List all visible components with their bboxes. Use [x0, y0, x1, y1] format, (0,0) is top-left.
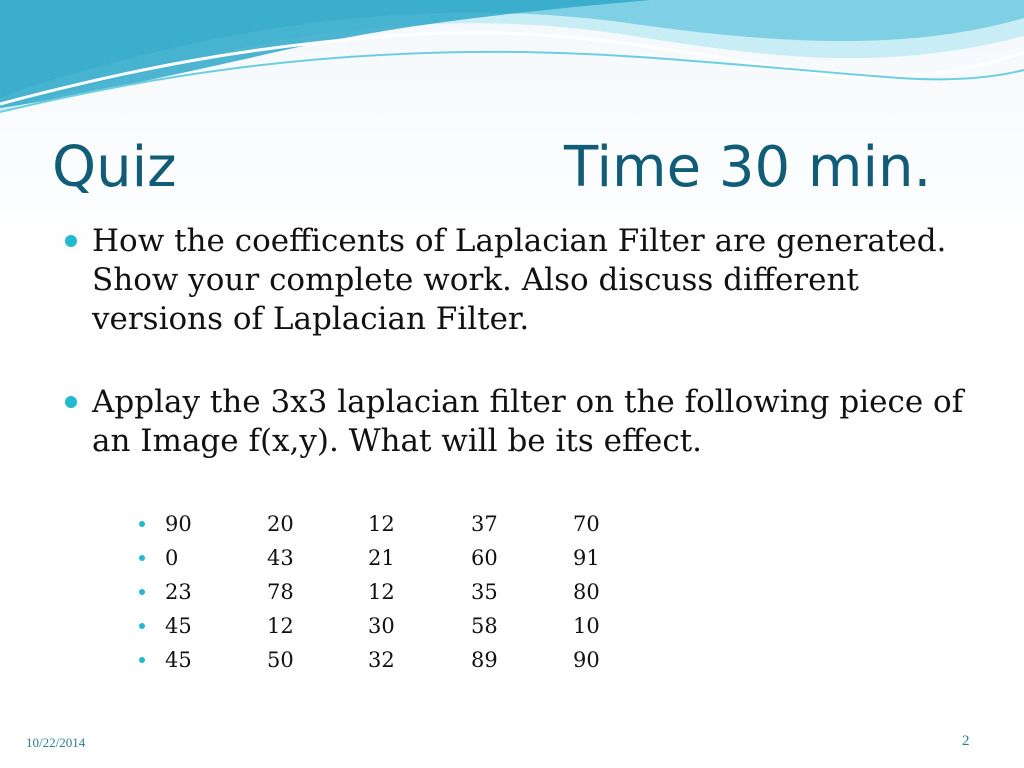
title-quiz: Quiz — [52, 135, 177, 200]
matrix-cell: 30 — [368, 614, 395, 638]
matrix-cell: 91 — [573, 546, 600, 570]
matrix-cell: 60 — [471, 546, 498, 570]
matrix-cell: 12 — [267, 614, 294, 638]
matrix-cell: 58 — [471, 614, 498, 638]
matrix-cell: 12 — [368, 580, 395, 604]
bullet-dot-icon — [139, 623, 145, 629]
matrix-cell: 32 — [368, 648, 395, 672]
bullet-dot-icon — [65, 396, 77, 408]
header-wave-decoration — [0, 0, 1024, 130]
question-list — [62, 222, 982, 461]
bullet-dot-icon — [139, 555, 145, 561]
matrix-cell: 37 — [471, 512, 498, 536]
question-text: How the coefficents of Laplacian Filter are generated. Show your complete work. Also discuss different versions of Laplacian Filter. — [92, 223, 947, 337]
bullet-dot-icon — [139, 521, 145, 527]
question-item — [62, 222, 982, 339]
bullet-dot-icon — [139, 589, 145, 595]
slide-number: 2 — [962, 733, 970, 749]
matrix-cell: 21 — [368, 546, 395, 570]
matrix-cell: 23 — [165, 580, 192, 604]
bullet-dot-icon — [139, 657, 145, 663]
matrix-cell: 50 — [267, 648, 294, 672]
bullet-dot-icon — [65, 235, 77, 247]
matrix-cell: 90 — [165, 512, 192, 536]
question-text: Applay the 3x3 laplacian filter on the following piece of an Image f(x,y). What will be its effect. — [92, 384, 964, 459]
matrix-cell: 70 — [573, 512, 600, 536]
matrix-cell: 89 — [471, 648, 498, 672]
title-time: Time 30 min. — [564, 135, 932, 200]
matrix-cell: 45 — [165, 648, 192, 672]
matrix-cell: 43 — [267, 546, 294, 570]
matrix-cell: 0 — [165, 546, 179, 570]
footer-date: 10/22/2014 — [26, 735, 86, 750]
matrix-cell: 12 — [368, 512, 395, 536]
matrix-cell: 20 — [267, 512, 294, 536]
matrix-cell: 90 — [573, 648, 600, 672]
matrix-cell: 78 — [267, 580, 294, 604]
matrix-cell: 35 — [471, 580, 498, 604]
question-item — [62, 383, 982, 461]
matrix-cell: 45 — [165, 614, 192, 638]
slide-title — [52, 128, 992, 208]
matrix-cell: 80 — [573, 580, 600, 604]
matrix-cell: 10 — [573, 614, 600, 638]
